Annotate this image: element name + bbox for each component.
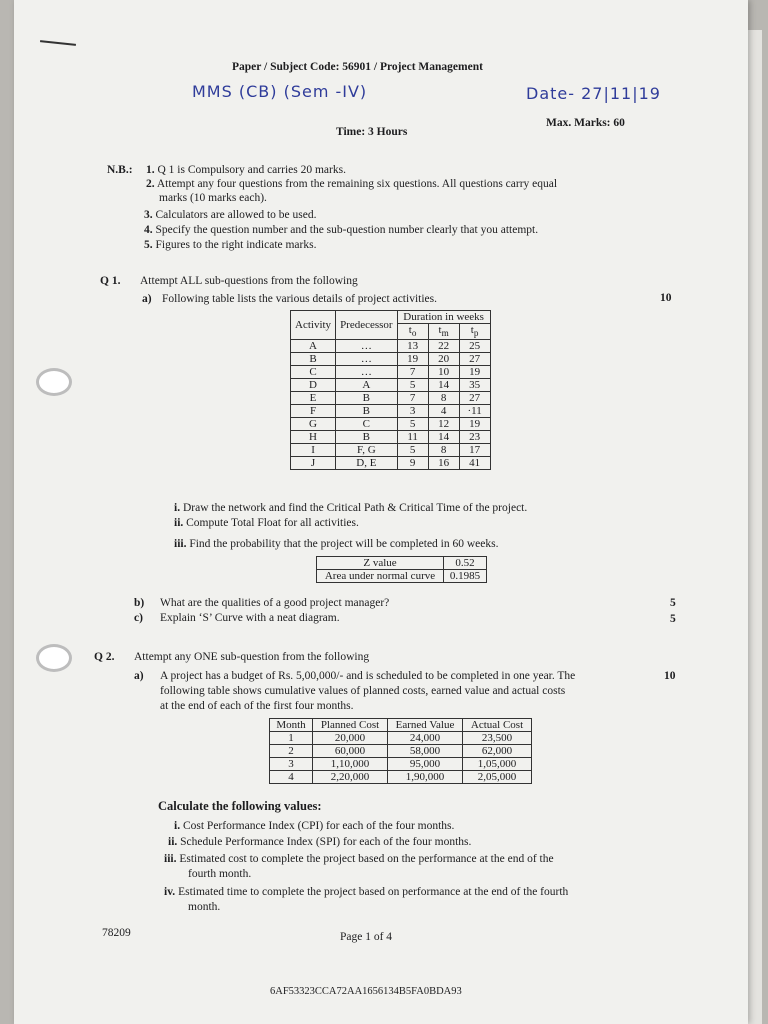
- to-cell: 7: [397, 366, 428, 379]
- q2-a-label: a): [134, 670, 144, 682]
- earned-value-cell: 95,000: [388, 758, 463, 771]
- actual-cost-cell: 1,05,000: [463, 758, 532, 771]
- q1-sub-ii: ii. Compute Total Float for all activities.: [174, 517, 359, 529]
- q2-intro: Attempt any ONE sub-question from the following: [134, 651, 370, 663]
- activity-cell: F: [291, 405, 336, 418]
- to-cell: 5: [397, 444, 428, 457]
- nb-item-3: 3. Calculators are allowed to be used.: [144, 209, 317, 221]
- nb-item-2-cont: marks (10 marks each).: [159, 192, 267, 204]
- tp-cell: 27: [459, 392, 490, 405]
- planned-cost-cell: 1,10,000: [313, 758, 388, 771]
- nb-item-5: 5. Figures to the right indicate marks.: [144, 239, 317, 251]
- col-planned-header: Planned Cost: [313, 719, 388, 732]
- month-cell: 2: [270, 745, 313, 758]
- q1-b-text: What are the qualities of a good project manager?: [160, 597, 390, 609]
- paper-serial: 78209: [102, 927, 131, 939]
- exam-paper-sheet: [14, 0, 748, 1024]
- col-tm-header: $t_m$: [428, 324, 459, 340]
- cost-row: [270, 758, 532, 771]
- q2-a-line2: following table shows cumulative values of planned costs, earned value and actual costs: [160, 685, 566, 697]
- nb-label: N.B.:: [107, 164, 133, 176]
- month-cell: 4: [270, 771, 313, 784]
- predecessor-cell: B: [336, 431, 398, 444]
- q1-c-marks: 5: [670, 613, 676, 625]
- q2-sub-iv-cont: month.: [188, 901, 221, 913]
- planned-cost-cell: 60,000: [313, 745, 388, 758]
- q1-b-marks: 5: [670, 597, 676, 609]
- to-cell: 19: [397, 353, 428, 366]
- tp-cell: 19: [459, 366, 490, 379]
- to-cell: 5: [397, 379, 428, 392]
- to-cell: 11: [397, 431, 428, 444]
- q2-a-line1: A project has a budget of Rs. 5,00,000/- and is scheduled to be completed in one year. The: [160, 670, 576, 682]
- activity-row: [291, 353, 491, 366]
- q2-a-line3: at the end of each of the first four months.: [160, 700, 354, 712]
- activity-row: [291, 366, 491, 379]
- month-cell: 3: [270, 758, 313, 771]
- tm-cell: 16: [428, 457, 459, 470]
- paper-code: Paper / Subject Code: 56901 / Project Management: [232, 61, 483, 73]
- q1-intro: Attempt ALL sub-questions from the following: [140, 275, 358, 287]
- max-marks: Max. Marks: 60: [546, 117, 625, 129]
- tp-cell: 25: [459, 340, 490, 353]
- actual-cost-cell: 62,000: [463, 745, 532, 758]
- cost-row: [270, 745, 532, 758]
- col-duration-header: Duration in weeks: [397, 311, 490, 324]
- q1-a-marks: 10: [660, 292, 672, 304]
- predecessor-cell: C: [336, 418, 398, 431]
- col-earned-header: Earned Value: [388, 719, 463, 732]
- tm-cell: 12: [428, 418, 459, 431]
- tm-cell: 14: [428, 379, 459, 392]
- nb-item-4: 4. Specify the question number and the sub-question number clearly that you attempt.: [144, 224, 539, 236]
- activity-row: [291, 444, 491, 457]
- area-value: 0.1985: [444, 570, 487, 583]
- activity-row: [291, 392, 491, 405]
- tm-cell: 14: [428, 431, 459, 444]
- tm-cell: 8: [428, 444, 459, 457]
- punch-hole: [36, 644, 72, 672]
- col-to-header: $t_o$: [397, 324, 428, 340]
- q1-c-label: c): [134, 612, 143, 624]
- tm-cell: 4: [428, 405, 459, 418]
- activity-cell: B: [291, 353, 336, 366]
- cost-row: [270, 732, 532, 745]
- planned-cost-cell: 20,000: [313, 732, 388, 745]
- q1-a-text: Following table lists the various details of project activities.: [162, 293, 437, 305]
- activity-cell: A: [291, 340, 336, 353]
- tm-cell: 22: [428, 340, 459, 353]
- calc-heading: Calculate the following values:: [158, 799, 322, 813]
- handwritten-course: MMS (CB) (Sem -IV): [192, 82, 368, 101]
- predecessor-cell: …: [336, 366, 398, 379]
- planned-cost-cell: 2,20,000: [313, 771, 388, 784]
- q1-c-text: Explain ‘S’ Curve with a neat diagram.: [160, 612, 340, 624]
- activity-row: [291, 431, 491, 444]
- earned-value-cell: 58,000: [388, 745, 463, 758]
- q1-sub-i: i. Draw the network and find the Critical Path & Critical Time of the project.: [174, 502, 528, 514]
- tp-cell: ·11: [459, 405, 490, 418]
- q2-sub-i: i. Cost Performance Index (CPI) for each of the four months.: [174, 820, 455, 832]
- predecessor-cell: D, E: [336, 457, 398, 470]
- activity-row: [291, 418, 491, 431]
- col-activity-header: Activity: [291, 311, 336, 340]
- page-number: Page 1 of 4: [340, 931, 393, 943]
- pen-mark: [40, 40, 76, 46]
- actual-cost-cell: 2,05,000: [463, 771, 532, 784]
- q2-sub-iii: iii. Estimated cost to complete the project based on the performance at the end of the: [164, 853, 554, 865]
- cost-table: [269, 718, 532, 784]
- q2-sub-ii: ii. Schedule Performance Index (SPI) for each of the four months.: [168, 836, 472, 848]
- cost-row: [270, 771, 532, 784]
- col-month-header: Month: [270, 719, 313, 732]
- z-value-table: [316, 556, 487, 583]
- z-value: 0.52: [444, 557, 487, 570]
- to-cell: 13: [397, 340, 428, 353]
- tp-cell: 23: [459, 431, 490, 444]
- area-label: Area under normal curve: [317, 570, 444, 583]
- q2-sub-iv: iv. Estimated time to complete the project based on performance at the end of the fourth: [164, 886, 569, 898]
- handwritten-date: Date- 27|11|19: [526, 84, 661, 103]
- punch-hole: [36, 368, 72, 396]
- q2-a-marks: 10: [664, 670, 676, 682]
- tp-cell: 27: [459, 353, 490, 366]
- to-cell: 3: [397, 405, 428, 418]
- tm-cell: 10: [428, 366, 459, 379]
- activity-cell: C: [291, 366, 336, 379]
- tm-cell: 20: [428, 353, 459, 366]
- tp-cell: 41: [459, 457, 490, 470]
- nb-item-2: 2. Attempt any four questions from the remaining six questions. All questions carry equal: [146, 178, 558, 190]
- activity-cell: J: [291, 457, 336, 470]
- tp-cell: 17: [459, 444, 490, 457]
- earned-value-cell: 1,90,000: [388, 771, 463, 784]
- tm-cell: 8: [428, 392, 459, 405]
- activity-cell: I: [291, 444, 336, 457]
- col-predecessor-header: Predecessor: [336, 311, 398, 340]
- earned-value-cell: 24,000: [388, 732, 463, 745]
- actual-cost-cell: 23,500: [463, 732, 532, 745]
- q2-number: Q 2.: [94, 651, 115, 663]
- col-actual-header: Actual Cost: [463, 719, 532, 732]
- q1-sub-iii: iii. Find the probability that the project will be completed in 60 weeks.: [174, 538, 499, 550]
- activity-row: [291, 379, 491, 392]
- activities-table: [290, 310, 491, 470]
- to-cell: 5: [397, 418, 428, 431]
- to-cell: 9: [397, 457, 428, 470]
- activity-row: [291, 405, 491, 418]
- month-cell: 1: [270, 732, 313, 745]
- to-cell: 7: [397, 392, 428, 405]
- activity-row: [291, 457, 491, 470]
- paper-hash: 6AF53323CCA72AA1656134B5FA0BDA93: [270, 986, 462, 997]
- col-tp-header: $t_p$: [459, 324, 490, 340]
- predecessor-cell: B: [336, 392, 398, 405]
- q1-a-label: a): [142, 293, 152, 305]
- predecessor-cell: B: [336, 405, 398, 418]
- predecessor-cell: A: [336, 379, 398, 392]
- activity-cell: H: [291, 431, 336, 444]
- activity-row: [291, 340, 491, 353]
- activity-cell: G: [291, 418, 336, 431]
- activity-cell: E: [291, 392, 336, 405]
- time-allowed: Time: 3 Hours: [336, 126, 408, 138]
- activity-cell: D: [291, 379, 336, 392]
- predecessor-cell: F, G: [336, 444, 398, 457]
- predecessor-cell: …: [336, 353, 398, 366]
- q1-b-label: b): [134, 597, 145, 609]
- nb-item-1: 1. Q 1 is Compulsory and carries 20 marks.: [146, 164, 346, 176]
- tp-cell: 19: [459, 418, 490, 431]
- q1-number: Q 1.: [100, 275, 121, 287]
- q2-sub-iii-cont: fourth month.: [188, 868, 252, 880]
- z-label: Z value: [317, 557, 444, 570]
- predecessor-cell: …: [336, 340, 398, 353]
- tp-cell: 35: [459, 379, 490, 392]
